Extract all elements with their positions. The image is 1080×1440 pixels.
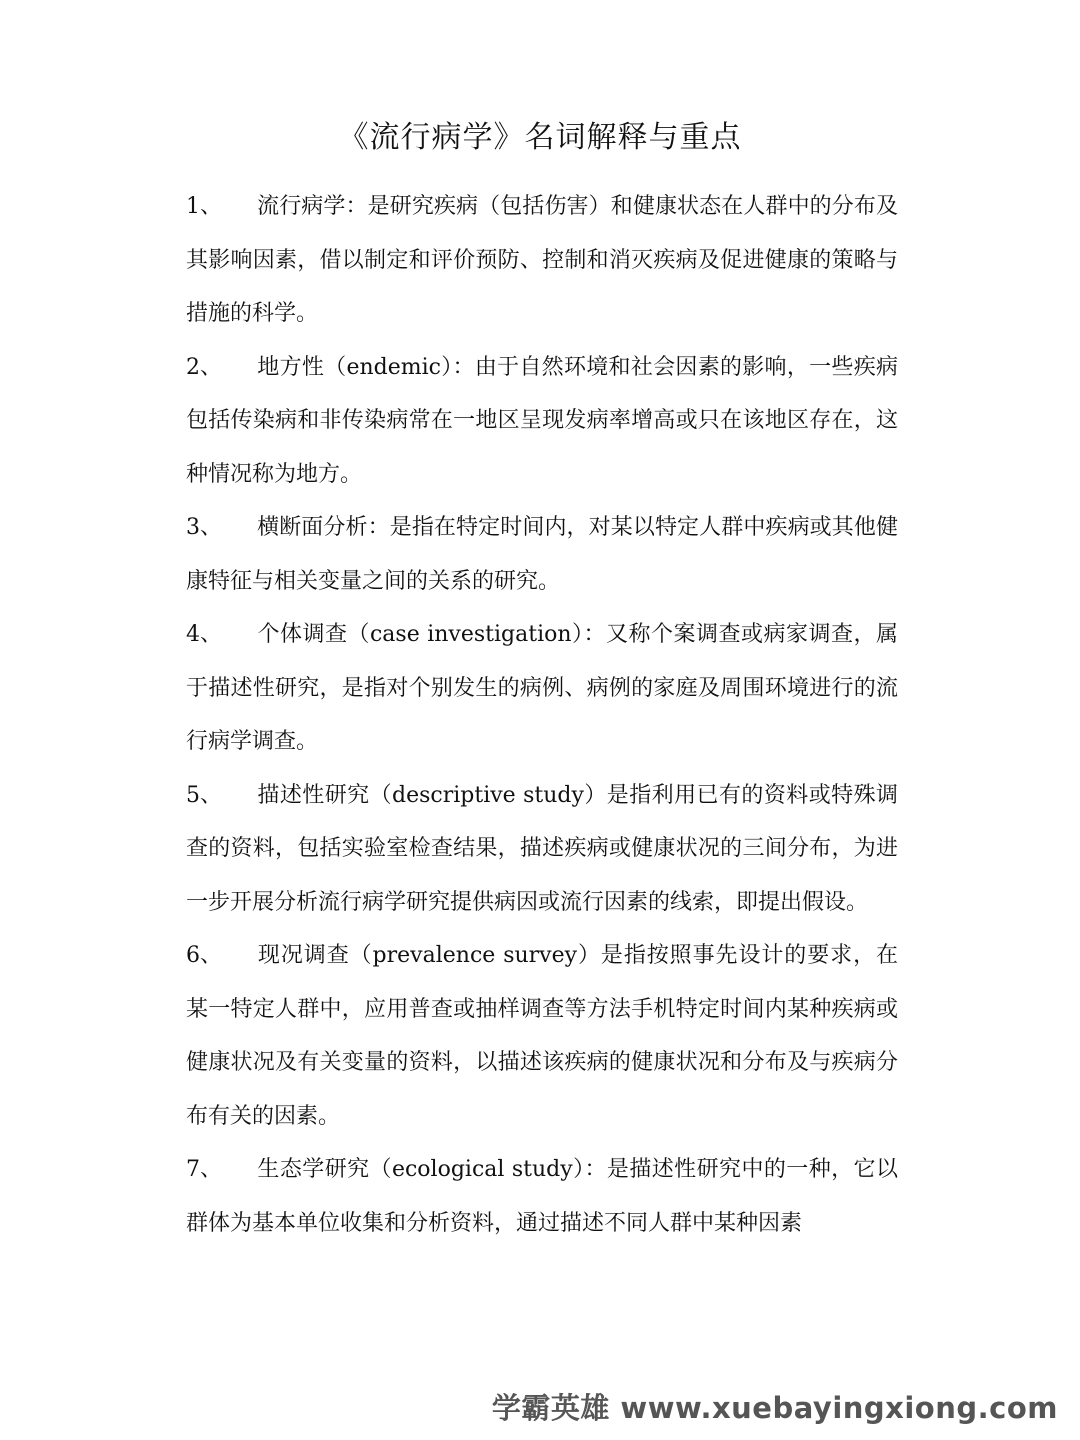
glossary-entry — [186, 769, 898, 930]
entry-text: 生态学研究（ecological study）：是描述性研究中的一种，它以群体为基本单位收集和分析资料，通过描述不同人群中某种因素 — [186, 1157, 898, 1236]
entry-text: 个体调查（case investigation）：又称个案调查或病家调查，属于描述性研究，是指对个别发生的病例、病例的家庭及周围环境进行的流行病学调查。 — [186, 622, 898, 754]
entry-number: 6、 — [186, 943, 222, 968]
glossary-entry — [186, 501, 898, 608]
entry-number: 7、 — [186, 1157, 222, 1182]
entry-number: 5、 — [186, 782, 222, 808]
site-watermark: 学霸英雄 www.xuebayingxiong.com — [491, 1391, 1058, 1425]
entry-text: 横断面分析：是指在特定时间内，对某以特定人群中疾病或其他健康特征与相关变量之间的关系的研究。 — [186, 515, 898, 594]
glossary-entry — [186, 180, 898, 341]
glossary-entry — [186, 929, 898, 1143]
entry-number: 4、 — [186, 622, 222, 647]
glossary-entry — [186, 608, 898, 769]
entry-number: 1、 — [186, 194, 222, 219]
entry-number: 2、 — [186, 354, 222, 380]
entry-number: 3、 — [186, 515, 222, 540]
entry-text: 描述性研究（descriptive study）是指利用已有的资料或特殊调查的资料，包括实验室检查结果，描述疾病或健康状况的三间分布，为进一步开展分析流行病学研究提供病因或流行因素的线索，即提出假设。 — [186, 782, 898, 915]
entry-text: 地方性（endemic）：由于自然环境和社会因素的影响，一些疾病包括传染病和非传染病常在一地区呈现发病率增高或只在该地区存在，这种情况称为地方。 — [186, 354, 898, 487]
entry-text: 流行病学：是研究疾病（包括伤害）和健康状态在人群中的分布及其影响因素，借以制定和评价预防、控制和消灭疾病及促进健康的策略与措施的科学。 — [186, 194, 898, 326]
glossary-entry — [186, 341, 898, 502]
entry-text: 现况调查（prevalence survey）是指按照事先设计的要求，在某一特定人群中，应用普查或抽样调查等方法手机特定时间内某种疾病或健康状况及有关变量的资料，以描述该疾病的健康状况和分布及与疾病分布有关的因素。 — [186, 943, 898, 1129]
page-title: 《流行病学》名词解释与重点 — [338, 120, 742, 155]
glossary-list — [186, 180, 898, 1250]
glossary-entry — [186, 1143, 898, 1250]
